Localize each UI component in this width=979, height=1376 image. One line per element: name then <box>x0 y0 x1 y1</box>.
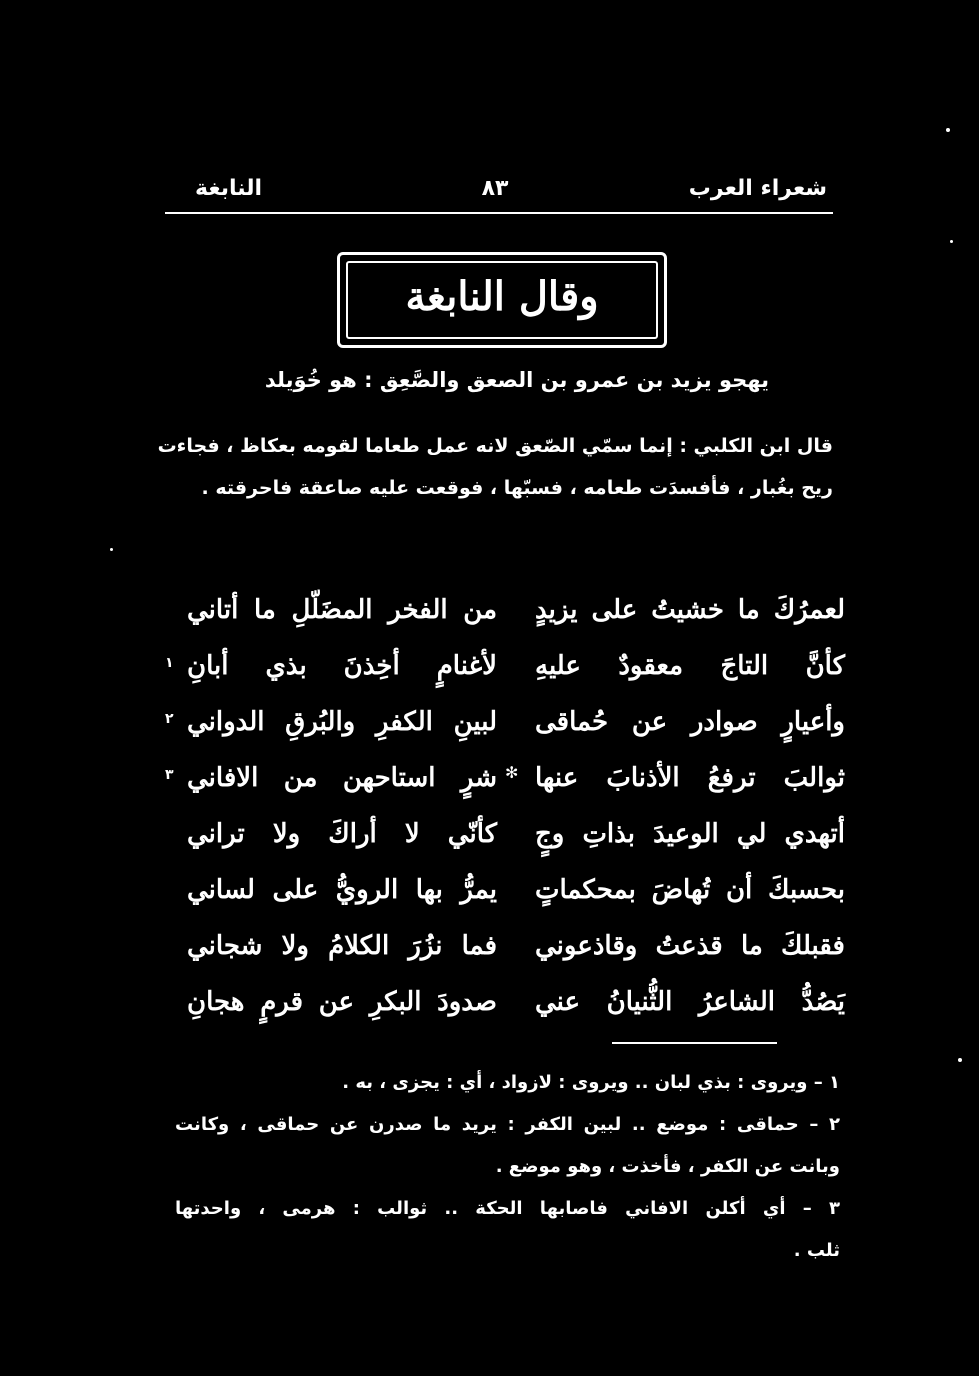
footnote-3: ٣ – أي أكلن الافاني فاصابها الحكة .. ثوالب : هرمى ، واحدتها <box>175 1198 840 1219</box>
page-number: ٨٣ <box>481 176 509 201</box>
verse-first-hemistich: أتهدي لي الوعيدَ بذاتِ وجٍ <box>535 819 845 849</box>
verse <box>165 707 845 763</box>
scan-speck <box>950 240 953 243</box>
verse-second-hemistich: من الفخر المضَلّلِ ما أتاني <box>187 595 497 625</box>
verse-second-hemistich: يمرُّ بها الرويُّ على لساني <box>187 875 497 905</box>
verse-second-hemistich: صدودَ البكرِ عن قرمٍ هجانِ <box>187 987 497 1017</box>
verse <box>165 987 845 1043</box>
verse-first-hemistich: وأعيارٍ صوادر عن حُماقى <box>535 707 845 737</box>
footnote-marker: ١ <box>165 655 174 671</box>
book-title: شعراء العرب <box>688 176 827 201</box>
verse <box>165 763 845 819</box>
intro-paragraph <box>157 425 833 509</box>
footnotes <box>175 1062 840 1272</box>
footnote-1: ١ – ويروى : بذي لبان .. ويروى : لازواد ، أي : يجزى ، به . <box>342 1072 840 1093</box>
verse <box>165 819 845 875</box>
title-frame <box>337 252 667 348</box>
scan-speck <box>110 548 113 551</box>
verse-second-hemistich: شرٍ استاحهن من الافاني <box>187 763 497 793</box>
footnote-2: ٢ – حماقى : موضع .. لبين الكفر : يريد ما صدرن عن حماقى ، وكانت <box>175 1114 840 1135</box>
footnote-rule <box>612 1042 777 1044</box>
poet-name: النابغة <box>195 176 263 201</box>
scan-speck <box>946 128 950 132</box>
verse-second-hemistich: لأغنامٍ أخِذنَ بذي أبانِ <box>187 651 497 681</box>
footnote-2-continued: وبانت عن الكفر ، فأخذت ، وهو موضع . <box>495 1156 840 1177</box>
lead-line: يهجو يزيد بن عمرو بن الصعق والصَّعِق : هو خُوَيلد <box>264 368 769 392</box>
verse-first-hemistich: بحسبكَ أن تُهاضَ بمحكماتٍ <box>535 875 845 905</box>
verse-first-hemistich: كأنَّ التاجَ معقودٌ عليهِ <box>535 651 845 681</box>
footnote-marker: ٣ <box>165 767 174 783</box>
poem-title: وقال النابغة <box>405 273 599 320</box>
footnote-marker: ٢ <box>165 711 174 727</box>
asterisk-mark: ✻ <box>505 763 519 782</box>
verse <box>165 595 845 651</box>
header-rule <box>165 212 833 214</box>
scan-speck <box>958 1058 962 1062</box>
verse-first-hemistich: لعمرُكَ ما خشيتُ على يزيدٍ <box>535 595 845 625</box>
intro-line-2: ريح بغُبار ، فأفسدَت طعامه ، فسبّها ، فوقعت عليه صاعقة فاحرقته . <box>201 477 833 499</box>
verse <box>165 875 845 931</box>
running-header <box>165 168 833 208</box>
verse <box>165 651 845 707</box>
footnote-3-continued: ثلب . <box>793 1240 840 1261</box>
verse-second-hemistich: لبينِ الكفرِ والبُرقِ الدواني <box>187 707 497 737</box>
intro-line-1: قال ابن الكلبي : إنما سمّي الصّعق لانه عمل طعاما لقومه بعكاظ ، فجاءت <box>157 435 833 457</box>
verse-second-hemistich: كأنّي لا أراكَ ولا تراني <box>187 819 497 849</box>
verse-first-hemistich: يَصُدُّ الشاعرُ الثُّنيانُ عني <box>535 987 845 1017</box>
verse <box>165 931 845 987</box>
poem <box>165 595 845 1043</box>
verse-first-hemistich: ثوالبَ ترفعُ الأذنابَ عنها <box>535 763 845 793</box>
verse-second-hemistich: فما نزُرَ الكلامُ ولا شجاني <box>187 931 497 961</box>
verse-first-hemistich: فقبلكَ ما قذعتُ وقاذعوني <box>535 931 845 961</box>
